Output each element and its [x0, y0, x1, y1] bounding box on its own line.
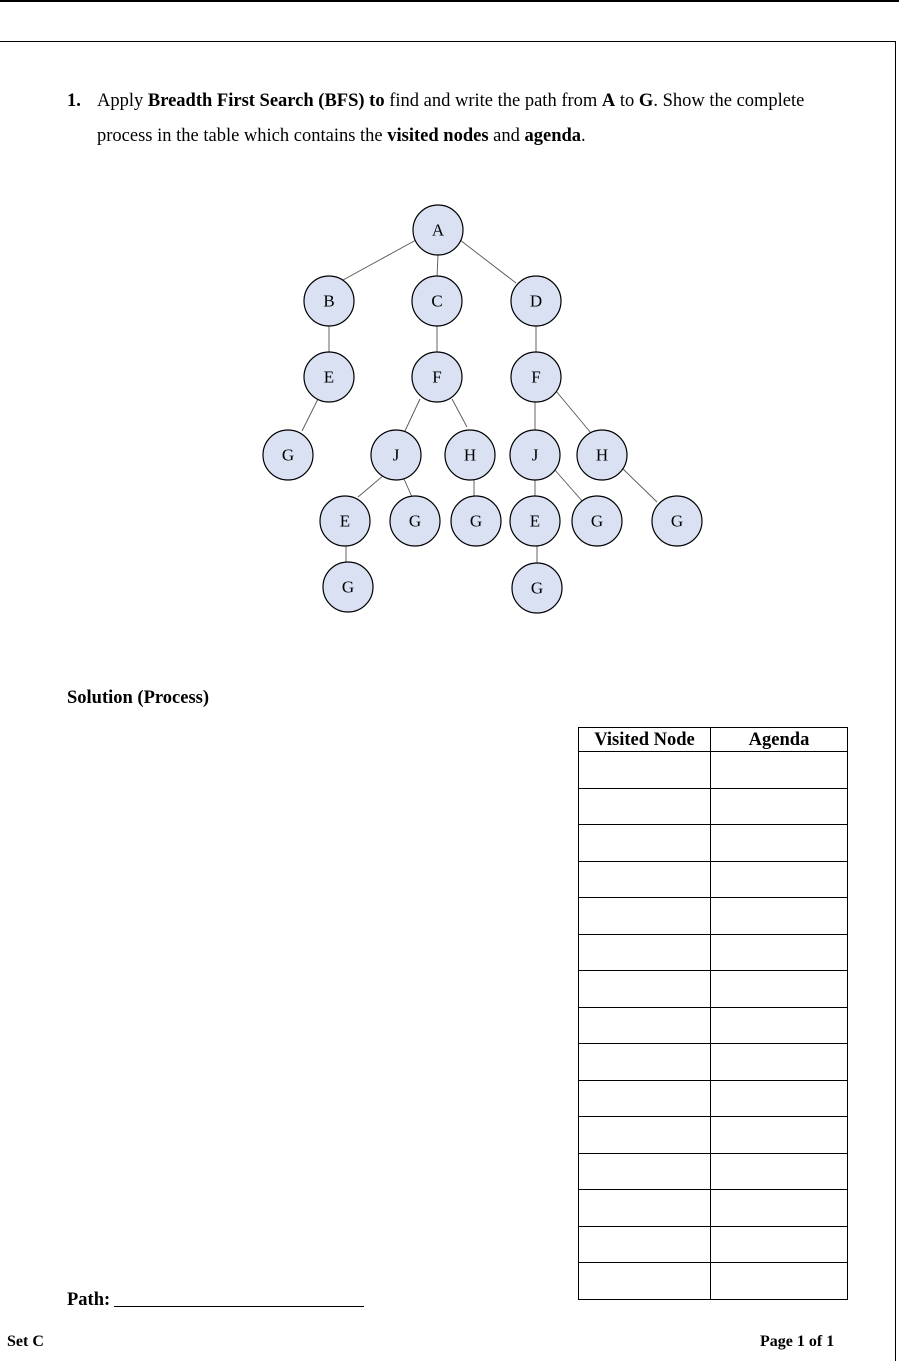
node-f [412, 352, 462, 402]
node-g [451, 496, 501, 546]
node-label: C [431, 291, 443, 311]
agenda-cell[interactable] [711, 1080, 848, 1117]
node-e [304, 352, 354, 402]
node-label: G [670, 511, 684, 531]
visited-node-cell[interactable] [579, 1190, 711, 1227]
node-label: F [432, 367, 442, 387]
q-bold-agenda: agenda [524, 126, 582, 146]
edge-a-d [460, 240, 516, 283]
node-g [323, 562, 373, 612]
node-label: B [323, 291, 335, 311]
agenda-cell[interactable] [711, 1007, 848, 1044]
question-line-1 [97, 84, 877, 119]
edge-f-h [452, 399, 467, 427]
agenda-cell[interactable] [711, 825, 848, 862]
node-label: D [529, 291, 543, 311]
q-bold-goal: G [638, 91, 654, 111]
edge-j-g-right [554, 469, 583, 502]
agenda-cell[interactable] [711, 971, 848, 1008]
visited-node-cell[interactable] [579, 1080, 711, 1117]
node-label: A [431, 220, 445, 240]
node-label: G [530, 578, 544, 598]
agenda-cell[interactable] [711, 1190, 848, 1227]
top-rule [0, 0, 899, 2]
table-row [579, 971, 848, 1008]
tree-nodes [263, 205, 702, 613]
visited-node-cell[interactable] [579, 1007, 711, 1044]
q-bold-start: A [601, 91, 616, 111]
visited-node-cell[interactable] [579, 861, 711, 898]
col-header-agenda: Agenda [711, 728, 848, 752]
agenda-cell[interactable] [711, 752, 848, 789]
table-row [579, 898, 848, 935]
visited-node-cell[interactable] [579, 898, 711, 935]
agenda-cell[interactable] [711, 898, 848, 935]
node-label: H [595, 445, 609, 465]
table-row [579, 1226, 848, 1263]
table-row [579, 1080, 848, 1117]
node-g [390, 496, 440, 546]
visited-node-cell[interactable] [579, 1263, 711, 1300]
table-header-row [579, 728, 848, 752]
agenda-cell[interactable] [711, 1044, 848, 1081]
agenda-cell[interactable] [711, 1226, 848, 1263]
edge-h-g-right [621, 467, 657, 502]
table-row [579, 1044, 848, 1081]
node-j [510, 430, 560, 480]
node-label: H [463, 445, 477, 465]
q-bold-bfs: Breadth First Search (BFS) to [147, 91, 385, 111]
q-text-segment: Apply [97, 91, 148, 111]
table-row [579, 752, 848, 789]
col-header-visited-node: Visited Node [579, 728, 711, 752]
node-c [412, 276, 462, 326]
table-row [579, 1007, 848, 1044]
agenda-cell[interactable] [711, 1263, 848, 1300]
node-h [577, 430, 627, 480]
edge-e-g [302, 399, 318, 431]
table-row [579, 861, 848, 898]
node-e [510, 496, 560, 546]
question-number: 1. [67, 91, 81, 111]
q-text-segment: process in the table which contains the [97, 126, 388, 146]
bfs-process-table [578, 727, 848, 1300]
edge-f-j [404, 399, 420, 433]
path-answer [67, 1290, 364, 1311]
footer-set-label: Set C [7, 1333, 44, 1350]
visited-node-cell[interactable] [579, 1153, 711, 1190]
node-label: G [590, 511, 604, 531]
node-h [445, 430, 495, 480]
path-blank-line[interactable] [114, 1306, 364, 1307]
node-g [572, 496, 622, 546]
node-label: E [323, 367, 335, 387]
visited-node-cell[interactable] [579, 1044, 711, 1081]
agenda-cell[interactable] [711, 934, 848, 971]
agenda-cell[interactable] [711, 1153, 848, 1190]
q-text-segment: find and write the path from [384, 91, 602, 111]
visited-node-cell[interactable] [579, 1226, 711, 1263]
q-text-segment: . Show the complete [653, 91, 805, 111]
node-g [652, 496, 702, 546]
edge-j-e [358, 475, 384, 497]
path-label: Path: [67, 1290, 111, 1310]
node-label: G [281, 445, 295, 465]
agenda-cell[interactable] [711, 861, 848, 898]
agenda-cell[interactable] [711, 1117, 848, 1154]
search-tree-diagram [0, 195, 899, 625]
edge-f-h-right [556, 391, 591, 433]
visited-node-cell[interactable] [579, 934, 711, 971]
q-text-segment: to [615, 91, 639, 111]
node-label: E [339, 511, 351, 531]
table-row [579, 1153, 848, 1190]
table-row [579, 934, 848, 971]
table-row [579, 788, 848, 825]
node-a [413, 205, 463, 255]
edge-a-b [343, 240, 416, 280]
node-g [263, 430, 313, 480]
visited-node-cell[interactable] [579, 971, 711, 1008]
table-row [579, 825, 848, 862]
table-row [579, 1190, 848, 1227]
edge-j-g [404, 479, 412, 497]
node-label: G [341, 577, 355, 597]
visited-node-cell[interactable] [579, 788, 711, 825]
question-1 [67, 84, 877, 154]
q-text-segment: and [488, 126, 525, 146]
solution-heading: Solution (Process) [67, 688, 210, 708]
node-label: E [529, 511, 541, 531]
q-text-segment: . [581, 126, 586, 146]
node-j [371, 430, 421, 480]
node-e [320, 496, 370, 546]
node-f [511, 352, 561, 402]
table-row [579, 1117, 848, 1154]
edge-a-c [437, 255, 438, 277]
node-b [304, 276, 354, 326]
visited-node-cell[interactable] [579, 1117, 711, 1154]
node-label: G [469, 511, 483, 531]
node-label: J [531, 445, 539, 465]
node-label: G [408, 511, 422, 531]
node-label: J [392, 445, 400, 465]
q-bold-visited: visited nodes [387, 126, 489, 146]
visited-node-cell[interactable] [579, 752, 711, 789]
agenda-cell[interactable] [711, 788, 848, 825]
table-row [579, 1263, 848, 1300]
node-d [511, 276, 561, 326]
node-label: F [531, 367, 541, 387]
question-line-2 [97, 119, 877, 154]
footer-page-number: Page 1 of 1 [760, 1333, 835, 1350]
visited-node-cell[interactable] [579, 825, 711, 862]
node-g [512, 563, 562, 613]
table-body [579, 752, 848, 1300]
